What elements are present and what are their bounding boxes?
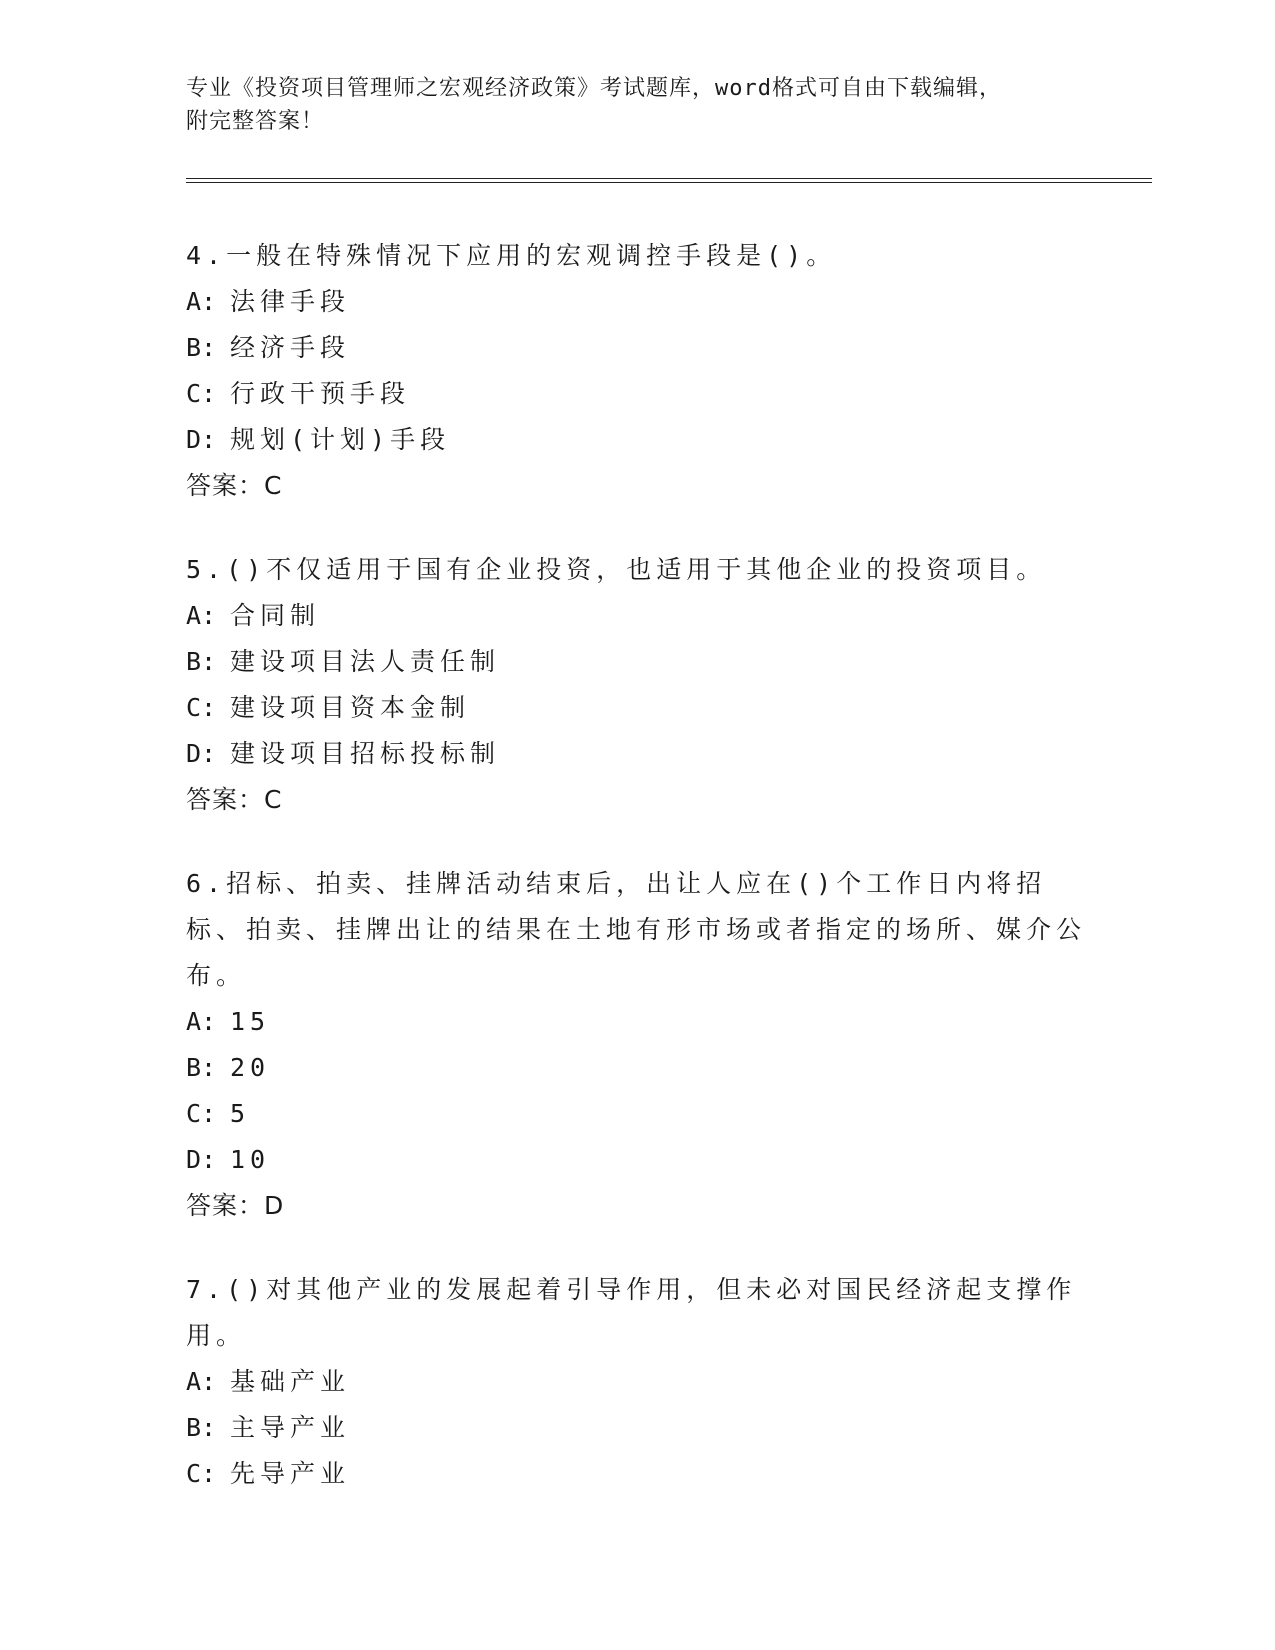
option-text: 建设项目资本金制: [230, 693, 471, 722]
question-block: [186, 861, 1086, 1229]
option-letter: D:: [186, 739, 217, 768]
option-text: 15: [230, 1007, 271, 1036]
option-text: 主导产业: [230, 1413, 351, 1442]
document-header: [186, 72, 1086, 138]
question-text: 6.招标、拍卖、挂牌活动结束后，出让人应在()个工作日内将招标、拍卖、挂牌出让的结果在土地有形市场或者指定的场所、媒介公布。: [186, 869, 1087, 990]
question-block: [186, 233, 1086, 509]
option-text: 建设项目招标投标制: [230, 739, 501, 768]
option-row: [186, 417, 1086, 463]
option-text: 5: [230, 1099, 251, 1128]
option-row: [186, 1451, 1086, 1497]
option-row: [186, 685, 1086, 731]
option-row: [186, 371, 1086, 417]
option-row: [186, 593, 1086, 639]
option-letter: B:: [186, 1413, 217, 1442]
option-letter: B:: [186, 647, 217, 676]
option-text: 合同制: [230, 601, 321, 630]
option-letter: D:: [186, 1145, 217, 1174]
header-line-2: 附完整答案！: [186, 109, 325, 134]
option-letter: A:: [186, 287, 217, 316]
option-letter: C:: [186, 1459, 217, 1488]
option-letter: C:: [186, 1099, 217, 1128]
option-letter: A:: [186, 601, 217, 630]
option-row: [186, 1137, 1086, 1183]
option-row: [186, 1359, 1086, 1405]
option-letter: B:: [186, 1053, 217, 1082]
option-row: [186, 1091, 1086, 1137]
option-text: 20: [230, 1053, 271, 1082]
answer-line: 答案：C: [186, 471, 283, 500]
option-row: [186, 1045, 1086, 1091]
question-block: [186, 1267, 1086, 1497]
question-text: 4.一般在特殊情况下应用的宏观调控手段是()。: [186, 241, 837, 270]
option-row: [186, 325, 1086, 371]
option-text: 法律手段: [230, 287, 351, 316]
question-text: 7.()对其他产业的发展起着引导作用，但未必对国民经济起支撑作用。: [186, 1275, 1077, 1350]
option-letter: C:: [186, 693, 217, 722]
option-text: 基础产业: [230, 1367, 351, 1396]
header-line-1: 专业《投资项目管理师之宏观经济政策》考试题库，word格式可自由下载编辑，: [186, 76, 1002, 101]
answer-line: 答案：D: [186, 1191, 285, 1220]
option-text: 经济手段: [230, 333, 351, 362]
option-letter: B:: [186, 333, 217, 362]
question-block: [186, 547, 1086, 823]
option-row: [186, 279, 1086, 325]
option-letter: D:: [186, 425, 217, 454]
option-letter: C:: [186, 379, 217, 408]
option-text: 10: [230, 1145, 271, 1174]
document-page: [186, 0, 1146, 1650]
option-row: [186, 1405, 1086, 1451]
option-row: [186, 639, 1086, 685]
option-row: [186, 731, 1086, 777]
option-letter: A:: [186, 1367, 217, 1396]
answer-line: 答案：C: [186, 785, 283, 814]
option-row: [186, 999, 1086, 1045]
question-list: [186, 233, 1086, 1535]
option-text: 行政干预手段: [230, 379, 411, 408]
option-letter: A:: [186, 1007, 217, 1036]
header-divider: [186, 178, 1152, 183]
option-text: 先导产业: [230, 1459, 351, 1488]
option-text: 规划(计划)手段: [230, 425, 451, 454]
question-text: 5.()不仅适用于国有企业投资，也适用于其他企业的投资项目。: [186, 555, 1047, 584]
option-text: 建设项目法人责任制: [230, 647, 501, 676]
